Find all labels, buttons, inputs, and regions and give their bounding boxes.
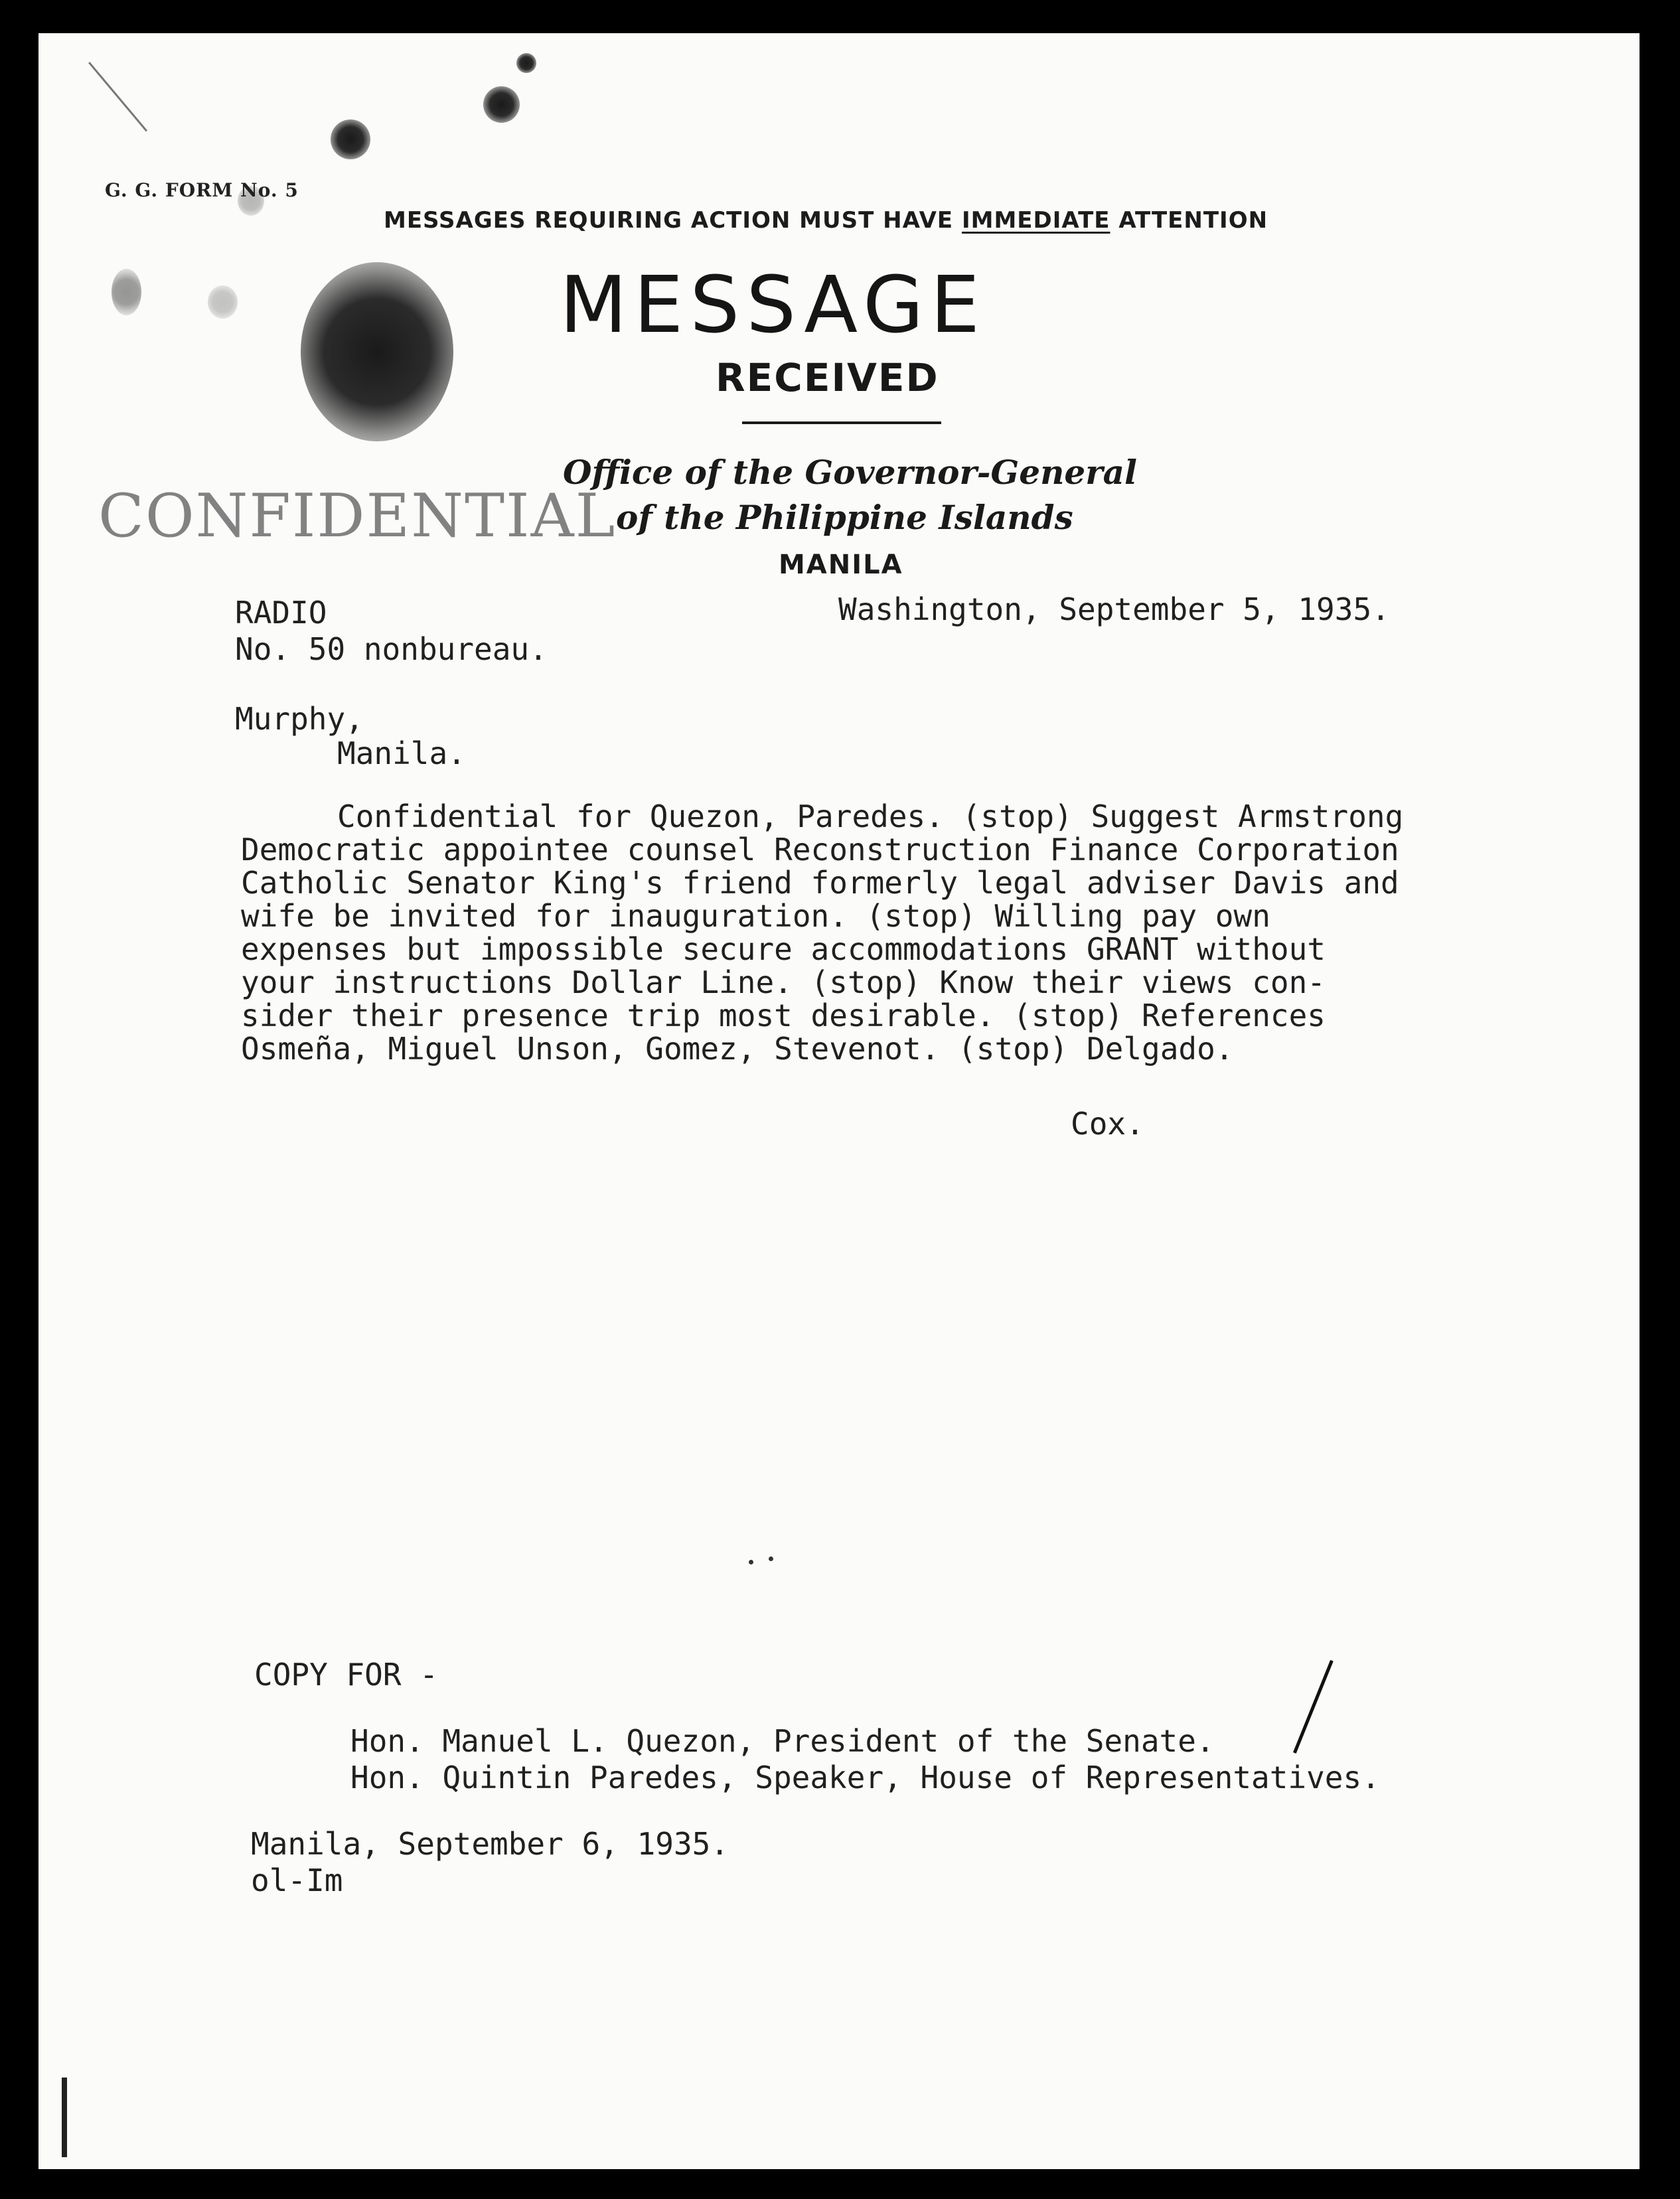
body-line: wife be invited for inauguration. (stop) Willing pay own [241, 898, 1270, 934]
check-mark [1293, 1660, 1334, 1754]
message-title: MESSAGE [560, 259, 987, 350]
office-line-2: of the Philippine Islands [616, 498, 1073, 537]
place-date: Washington, September 5, 1935. [838, 591, 1390, 627]
ink-blot-small-3 [516, 53, 536, 73]
body-line: Catholic Senator King's friend formerly legal adviser Davis and [241, 865, 1399, 901]
office-city: MANILA [779, 550, 903, 580]
title-rule [742, 421, 941, 424]
copy-heading: COPY FOR - [254, 1657, 438, 1693]
confidential-stamp: CONFIDENTIAL [98, 481, 617, 551]
body-line: Democratic appointee counsel Reconstruction Finance Corporation [241, 832, 1399, 868]
message-type: RADIO [235, 595, 327, 631]
edge-mark-left [62, 2078, 67, 2157]
smudge-left-2 [208, 285, 238, 319]
attention-banner [384, 207, 1268, 234]
typist-initials: ol-Im [251, 1862, 343, 1898]
body-line: Osmeña, Miguel Unson, Gomez, Stevenot. (stop) Delgado. [241, 1031, 1234, 1067]
office-line-1: Office of the Governor-General [563, 453, 1137, 492]
form-number: G. G. FORM No. 5 [105, 179, 299, 201]
attention-text-start: MESSAGES REQUIRING ACTION MUST HAVE [384, 207, 962, 234]
message-number: No. 50 nonbureau. [235, 631, 548, 667]
body-line: Confidential for Quezon, Paredes. (stop) Suggest Armstrong [337, 798, 1404, 834]
stray-mark [769, 1556, 773, 1561]
addressee-name: Murphy, [235, 701, 364, 737]
copy-recipient: Hon. Quintin Paredes, Speaker, House of Representatives. [350, 1760, 1380, 1795]
folded-corner [52, 46, 125, 133]
body-line: your instructions Dollar Line. (stop) Know their views con- [241, 964, 1326, 1000]
body-line: sider their presence trip most desirable. (stop) References [241, 998, 1326, 1033]
copy-date: Manila, September 6, 1935. [251, 1826, 729, 1862]
document-page [38, 33, 1640, 2169]
attention-emphasis: IMMEDIATE [961, 207, 1110, 234]
ink-blot-large [301, 262, 453, 441]
received-subtitle: RECEIVED [716, 355, 939, 400]
copy-recipient: Hon. Manuel L. Quezon, President of the Senate. [350, 1723, 1215, 1759]
addressee-city: Manila. [337, 735, 466, 771]
attention-text-end: ATTENTION [1110, 207, 1268, 234]
stray-mark [749, 1560, 753, 1564]
smudge-left-1 [112, 269, 141, 315]
signature: Cox. [1071, 1106, 1144, 1142]
body-line: expenses but impossible secure accommodations GRANT without [241, 931, 1326, 967]
ink-blot-small-2 [483, 86, 520, 123]
ink-blot-small-1 [331, 119, 370, 159]
